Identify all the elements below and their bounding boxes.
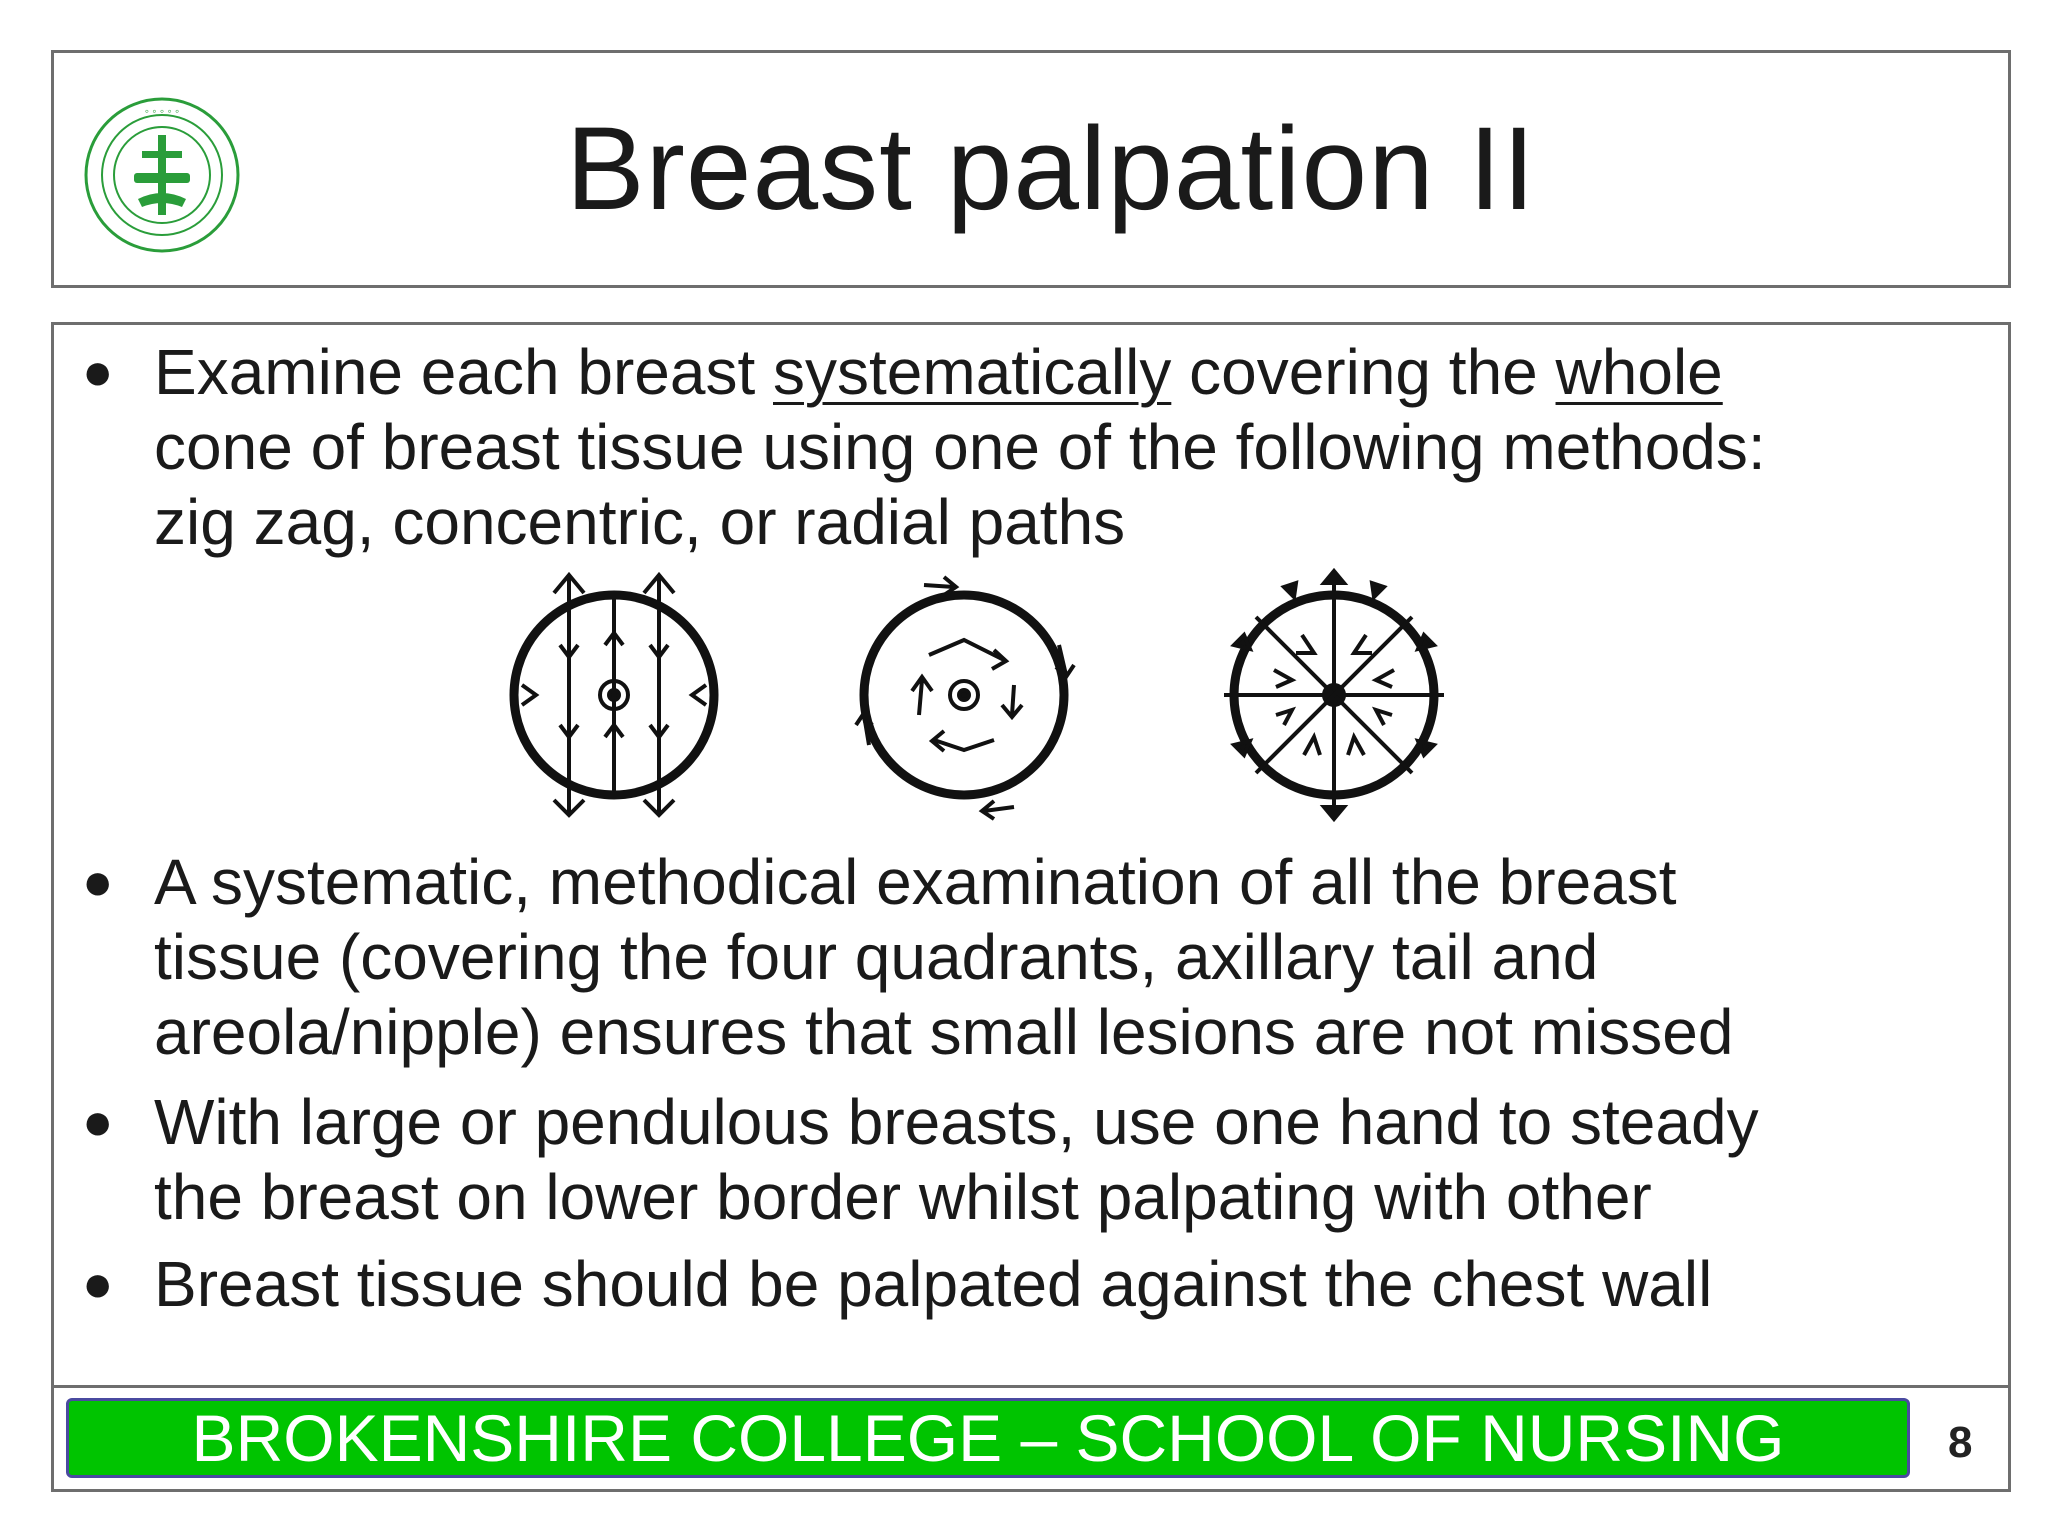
bullet-line: Breast tissue should be palpated against the chest wall	[154, 1248, 1713, 1320]
bullet-line: A systematic, methodical examination of all the breast	[154, 846, 1677, 918]
title-box	[51, 50, 2011, 288]
zig-zag-icon	[494, 565, 734, 825]
bullet-line: areola/nipple) ensures that small lesions are not missed	[154, 996, 1734, 1068]
page-number: 8	[1948, 1418, 1973, 1467]
underlined-text: whole	[1555, 336, 1723, 408]
bullet-line	[154, 335, 1954, 410]
bullet-dot: ●	[82, 853, 114, 911]
bullet-text	[154, 335, 1954, 560]
text-span: covering the	[1171, 336, 1556, 408]
bullet-line: zig zag, concentric, or radial paths	[154, 486, 1126, 558]
bullet-text	[154, 1085, 1954, 1235]
underlined-text: systematically	[773, 336, 1172, 408]
svg-text:◦ ◦ ◦ ◦ ◦: ◦ ◦ ◦ ◦ ◦	[144, 104, 180, 118]
bullet-dot: ●	[82, 1093, 114, 1151]
content-box	[51, 322, 2011, 1492]
bullet-line: With large or pendulous breasts, use one hand to steady	[154, 1086, 1759, 1158]
radial-icon	[1214, 565, 1454, 825]
slide-title: Breast palpation II	[565, 103, 1537, 235]
footer-banner: BROKENSHIRE COLLEGE – SCHOOL OF NURSING	[66, 1398, 1910, 1478]
bullet-text	[154, 845, 1954, 1070]
bullet-dot: ●	[82, 343, 114, 401]
concentric-icon	[844, 565, 1084, 825]
bullet-text	[154, 1247, 1954, 1322]
bullet-line: the breast on lower border whilst palpating with other	[154, 1161, 1652, 1233]
bullet-dot: ●	[82, 1255, 114, 1313]
text-span: Examine each breast	[154, 336, 773, 408]
bullet-line: tissue (covering the four quadrants, axillary tail and	[154, 921, 1599, 993]
footer-divider	[51, 1385, 2011, 1388]
bullet-line: cone of breast tissue using one of the following methods:	[154, 411, 1766, 483]
